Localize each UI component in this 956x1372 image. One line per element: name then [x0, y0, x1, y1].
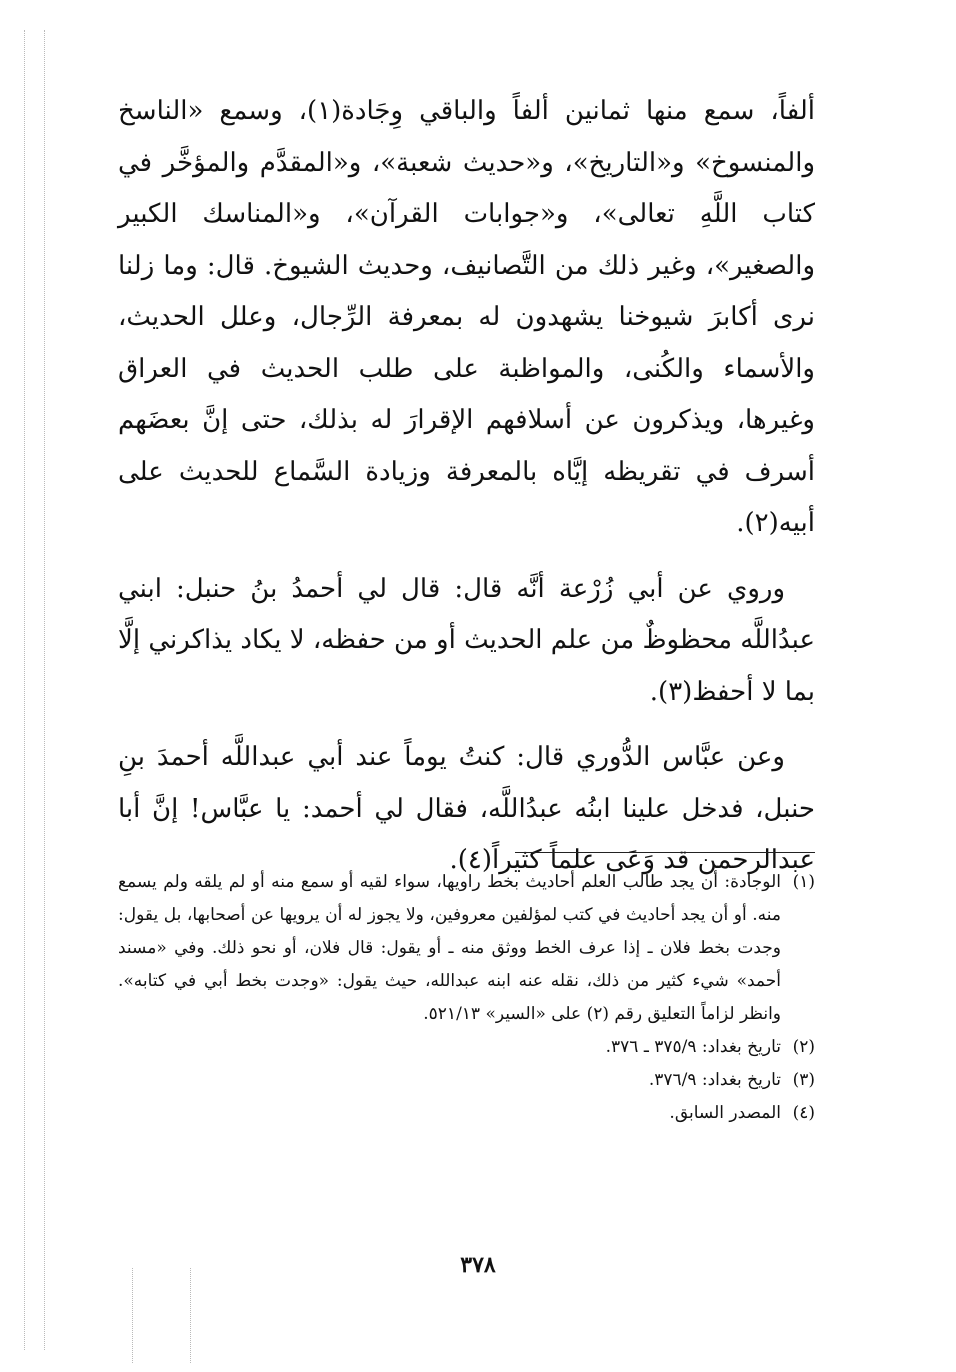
- footnote-number: (٤): [792, 1103, 815, 1123]
- paragraph: وروي عن أبي زُرْعة أنَّه قال: قال لي أحمدُ بنُ حنبل: ابني عبدُاللَّه محظوظٌ من علم الحديث أو من حفظه، لا يكاد يذاكرني إلَّا بما لا أحفظ(٣).: [118, 573, 815, 707]
- footnote: [118, 866, 815, 1031]
- gutter-dotted-line: [44, 30, 45, 1350]
- footnote-text: الوجادة: أن يجد طالب العلم أحاديث بخط راويها، سواء لقيه أو سمع منه أو لم يلقه ولم يسمع منه. أو أن يجد أحاديث في كتب لمؤلفين معروفين، ولا يجوز له أن يرويها عن أصحابها، بل يقول: وجدت بخط فلان ـ إذا عرف الخط ووثق منه ـ أو يقول: قال فلان، أو نحو ذلك. وفي «مسند أحمد» شيء كثير من ذلك، نقله عنه ابنه عبدالله، حيث يقول: «وجدت بخط أبي في كتابه». وانظر لزاماً التعليق رقم (٢) على «السير» ٥٢١/١٣.: [118, 872, 781, 1024]
- paragraph: ألفاً، سمع منها ثمانين ألفاً والباقي وِجَادة(١)، وسمع «الناسخ والمنسوخ» و«التاريخ»، و«حديث شعبة»، و«المقدَّم والمؤخَّر في كتاب اللَّهِ تعالى»، و«جوابات القرآن»، و«المناسك الكبير والصغير»، وغير ذلك من التَّصانيف، وحديث الشيوخ. قال: وما زلنا نرى أكابرَ شيوخنا يشهدون له بمعرفة الرِّجال، وعلل الحديث، والأسماء والكُنى، والمواظبة على طلب الحديث في العراق وغيرها، ويذكرون عن أسلافهم الإقرارَ له بذلك، حتى إنَّ بعضَهم أسرف في تقريظه إيَّاه بالمعرفة وزيادة السَّماع للحديث على أبيه(٢).: [118, 96, 815, 538]
- gutter-dotted-line: [132, 1268, 133, 1363]
- footnote-number: (٣): [792, 1070, 815, 1090]
- main-text: [118, 86, 815, 887]
- gutter-dotted-line: [24, 30, 25, 1350]
- footnote-number: (٢): [792, 1037, 815, 1057]
- footnote-number: (١): [792, 872, 815, 892]
- footnotes: [118, 866, 815, 1130]
- footnote-text: المصدر السابق.: [669, 1103, 781, 1123]
- footnote: [118, 1064, 815, 1097]
- footnote-text: تاريخ بغداد: ٣٧٦/٩.: [648, 1070, 781, 1090]
- footnote-separator: [515, 852, 815, 853]
- footnote-text: تاريخ بغداد: ٣٧٥/٩ ـ ٣٧٦.: [605, 1037, 781, 1057]
- page-number: ٣٧٨: [460, 1252, 496, 1278]
- footnote: [118, 1097, 815, 1130]
- gutter-dotted-line: [190, 1268, 191, 1363]
- paragraph: وعن عبَّاس الدُّوري قال: كنتُ يوماً عند أبي عبداللَّه أحمدَ بنِ حنبل، فدخل علينا ابنُه عبدُاللَّه، فقال لي أحمد: يا عبَّاس! إنَّ أبا عبدالرحمن قد وَعَى علماً كثيراً(٤).: [118, 742, 815, 875]
- footnote: [118, 1031, 815, 1064]
